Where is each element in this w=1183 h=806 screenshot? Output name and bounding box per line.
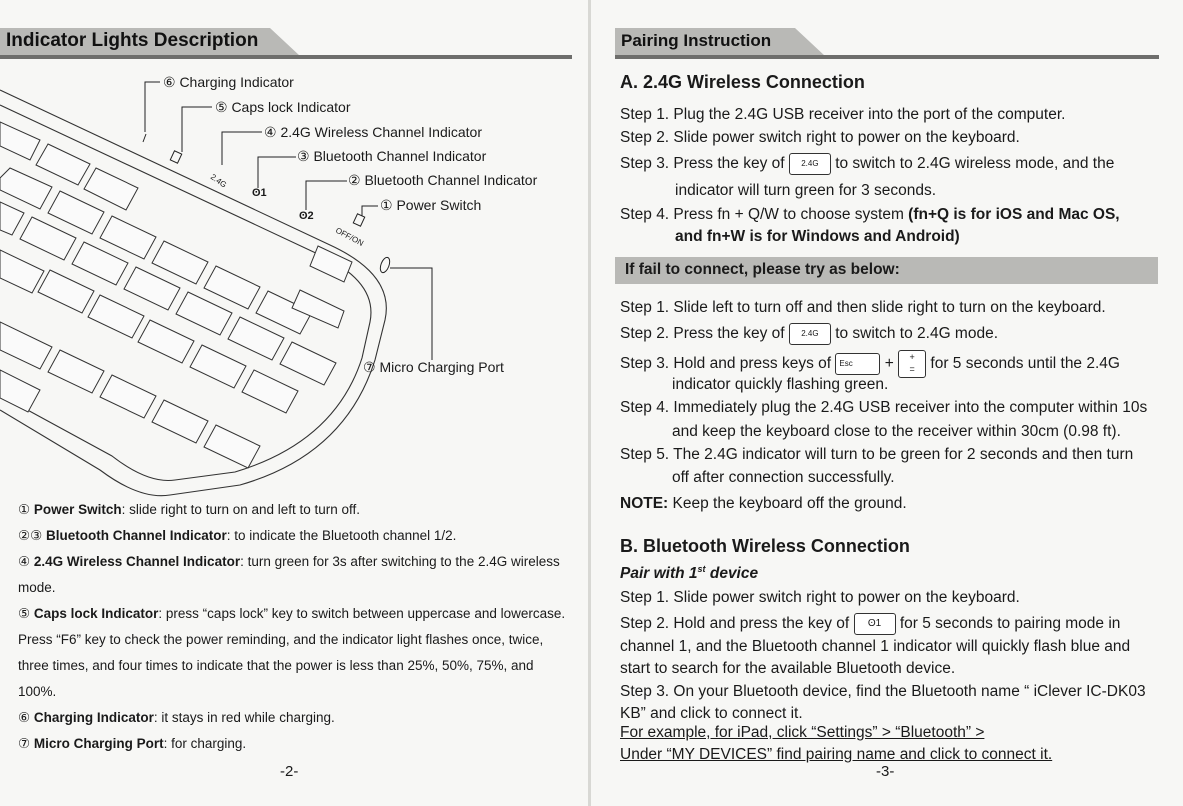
b-step1: Step 1. Slide power switch right to power on the keyboard. bbox=[620, 589, 1020, 606]
callout-bt2-indicator: ② Bluetooth Channel Indicator bbox=[348, 172, 538, 188]
callout-capslock-indicator: ⑤ Caps lock Indicator bbox=[215, 99, 351, 115]
callout-24g-indicator: ④ 2.4G Wireless Channel Indicator bbox=[264, 124, 482, 140]
fail-step4: Step 4. Immediately plug the 2.4G USB receiver into the computer within 10s bbox=[620, 399, 1148, 416]
fail-step3-cont: indicator quickly flashing green. bbox=[672, 376, 889, 393]
section-b-title: B. Bluetooth Wireless Connection bbox=[620, 536, 910, 556]
callout-power-switch: ① Power Switch bbox=[380, 197, 482, 213]
callout-micro-port: ⑦ Micro Charging Port bbox=[363, 359, 504, 375]
desc-bluetooth-indicator: ②③ Bluetooth Channel Indicator: to indicate the Bluetooth channel 1/2. bbox=[18, 528, 457, 543]
example-line1: For example, for iPad, click “Settings” > “Bluetooth” > bbox=[620, 724, 985, 741]
key-bt1: ʘ1 bbox=[854, 613, 896, 635]
desc-charging-indicator: ⑥ Charging Indicator: it stays in red while charging. bbox=[18, 710, 335, 725]
section-a-title: A. 2.4G Wireless Connection bbox=[620, 72, 865, 92]
a-step4-cont: and fn+W is for Windows and Android) bbox=[675, 228, 960, 245]
b-step2-cont1: channel 1, and the Bluetooth channel 1 indicator will quickly flash blue and bbox=[620, 638, 1131, 655]
note-text: Keep the keyboard off the ground. bbox=[672, 495, 907, 512]
example-line2: Under “MY DEVICES” find pairing name and click to connect it. bbox=[620, 746, 1053, 763]
desc-24g-indicator: ④ 2.4G Wireless Channel Indicator: turn green for 3s after switching to the 2.4G wireless mode. bbox=[18, 554, 560, 595]
fail-step3: Step 3. Hold and press keys of Esc + + = for 5 seconds until the 2.4G bbox=[620, 350, 1165, 378]
a-step1: Step 1. Plug the 2.4G USB receiver into the port of the computer. bbox=[620, 106, 1066, 123]
left-page bbox=[0, 0, 588, 806]
note bbox=[620, 492, 1165, 515]
page-number-right: -3- bbox=[876, 763, 895, 780]
label-24g: 2.4G bbox=[208, 172, 229, 190]
fail-step4-cont: and keep the keyboard close to the receiver within 30cm (0.98 ft). bbox=[672, 423, 1121, 440]
fail-banner: If fail to connect, please try as below: bbox=[615, 257, 1158, 284]
b-step3: Step 3. On your Bluetooth device, find the Bluetooth name “ iClever IC-DK03 bbox=[620, 683, 1146, 700]
note-label: NOTE: bbox=[620, 495, 669, 512]
pair-first-device: Pair with 1st device bbox=[620, 564, 759, 583]
key-24g-fail: 2.4G bbox=[789, 323, 831, 345]
right-page bbox=[591, 0, 1183, 806]
callout-charging-indicator: ⑥ Charging Indicator bbox=[163, 74, 294, 90]
key-esc: Esc bbox=[835, 353, 880, 375]
desc-power-switch: ① Power Switch: slide right to turn on and left to turn off. bbox=[18, 502, 361, 517]
fail-step5-cont: off after connection successfully. bbox=[672, 469, 895, 486]
key-plus-equal: + = bbox=[898, 350, 926, 378]
fail-step2: Step 2. Press the key of 2.4G to switch to 2.4G mode. bbox=[620, 322, 1165, 345]
b-step2: Step 2. Hold and press the key of ʘ1 for 5 seconds to pairing mode in bbox=[620, 612, 1165, 635]
label-bt1: ʘ1 bbox=[252, 187, 267, 199]
b-step2-cont2: start to search for the available Bluetooth device. bbox=[620, 660, 956, 677]
desc-micro-port: ⑦ Micro Charging Port: for charging. bbox=[18, 736, 247, 751]
b-step3-cont: KB” and click to connect it. bbox=[620, 705, 803, 722]
indicator-banner bbox=[0, 28, 588, 58]
keyboard-diagram bbox=[0, 60, 588, 500]
label-offon: OFF/ON bbox=[334, 225, 365, 248]
page-number-left: -2- bbox=[280, 763, 299, 780]
label-bt2: ʘ2 bbox=[299, 210, 314, 222]
callout-bt3-indicator: ③ Bluetooth Channel Indicator bbox=[297, 148, 487, 164]
a-step3: Step 3. Press the key of 2.4G to switch to 2.4G wireless mode, and the bbox=[620, 152, 1165, 175]
a-step4: Step 4. Press fn + Q/W to choose system (fn+Q is for iOS and Mac OS, bbox=[620, 206, 1120, 223]
a-step3-cont: indicator will turn green for 3 seconds. bbox=[675, 182, 937, 199]
pairing-banner-title: Pairing Instruction bbox=[621, 31, 772, 50]
desc-capslock-indicator: ⑤ Caps lock Indicator: press “caps lock” key to switch between uppercase and lowercase. Press “F6” key to check the power reminding, and the indicator light flashes once, twice, three times, and four times to indicate that the power is less than 25%, 50%, 75%, and 100%. bbox=[18, 606, 566, 699]
pairing-banner bbox=[615, 28, 1183, 58]
key-24g: 2.4G bbox=[789, 153, 831, 175]
indicator-descriptions bbox=[18, 497, 573, 757]
indicator-banner-title: Indicator Lights Description bbox=[6, 30, 259, 51]
a-step2: Step 2. Slide power switch right to power on the keyboard. bbox=[620, 129, 1020, 146]
fail-step1: Step 1. Slide left to turn off and then slide right to turn on the keyboard. bbox=[620, 299, 1106, 316]
fail-step5: Step 5. The 2.4G indicator will turn to be green for 2 seconds and then turn bbox=[620, 446, 1134, 463]
